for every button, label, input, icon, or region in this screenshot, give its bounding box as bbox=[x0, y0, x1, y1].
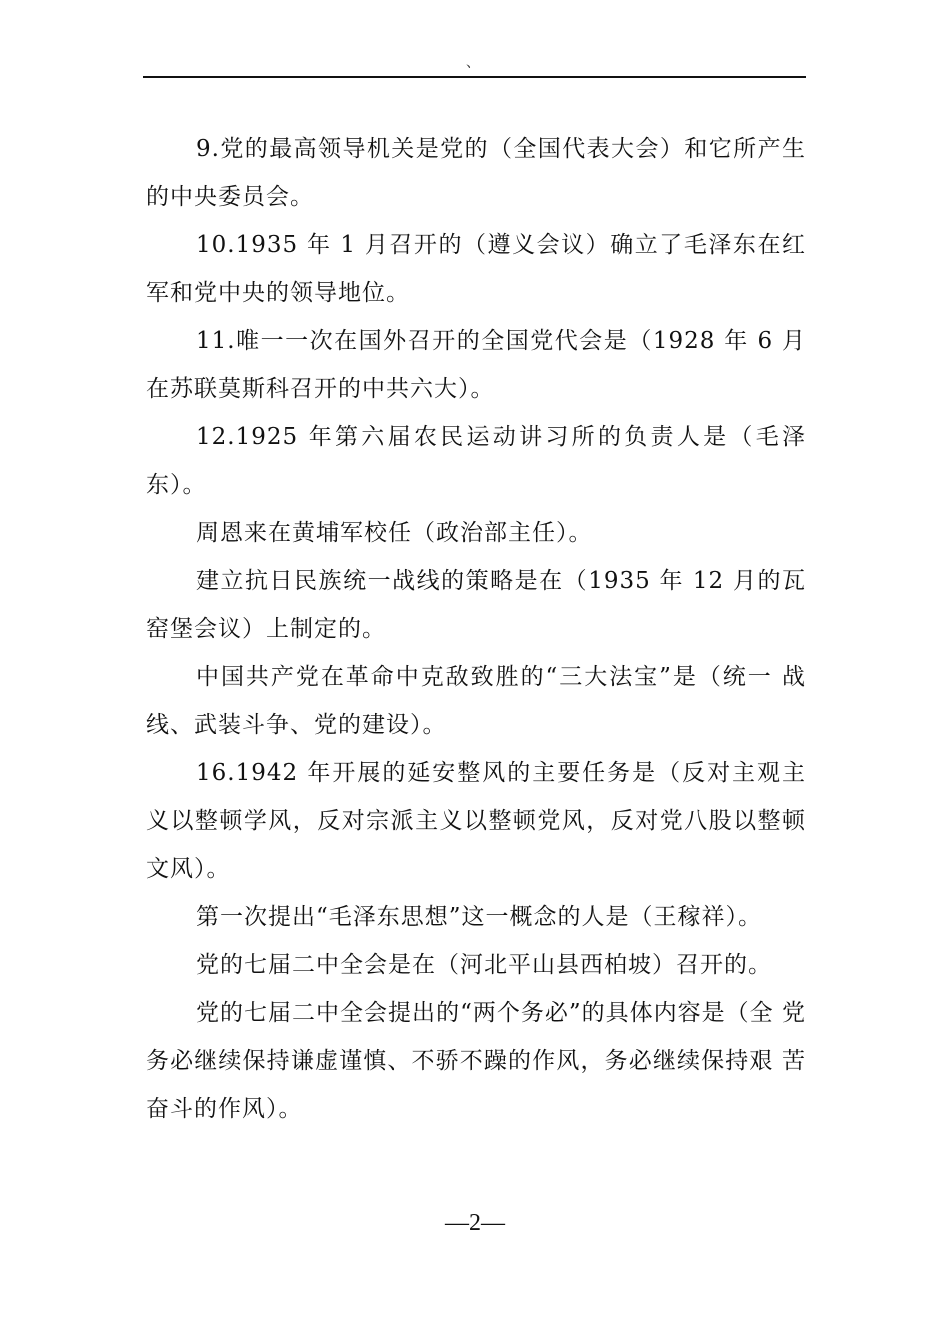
paragraph-item-9: 9.党的最高领导机关是党的（全国代表大会）和它所产生 的中央委员会。 bbox=[146, 136, 806, 210]
paragraph-item-12: 12.1925 年第六届农民运动讲习所的负责人是（毛泽东）。 bbox=[146, 424, 806, 498]
paragraph-united-front: 建立抗日民族统一战线的策略是在（1935 年 12 月的瓦窑堡会议）上制定的。 bbox=[146, 568, 806, 642]
paragraph-two-musts: 党的七届二中全会提出的“两个务必”的具体内容是（全 党务必继续保持谦虚谨慎、不骄不躁的作风，务必继续保持艰 苦奋斗的作风）。 bbox=[146, 1000, 806, 1122]
header-rule bbox=[143, 76, 806, 78]
header-mark: 、 bbox=[466, 55, 480, 71]
page-number: —2— bbox=[445, 1210, 505, 1236]
paragraph-item-11: 11.唯一一次在国外召开的全国党代会是（1928 年 6 月在苏联莫斯科召开的中共六大）。 bbox=[146, 328, 806, 402]
paragraph-three-treasures: 中国共产党在革命中克敌致胜的“三大法宝”是（统一 战线、武装斗争、党的建设）。 bbox=[146, 664, 806, 738]
paragraph-zhou-enlai: 周恩来在黄埔军校任（政治部主任）。 bbox=[196, 520, 593, 546]
paragraph-item-10: 10.1935 年 1 月召开的（遵义会议）确立了毛泽东在红军和党中央的领导地位。 bbox=[146, 232, 806, 306]
document-body bbox=[146, 125, 806, 1133]
paragraph-second-plenum-location: 党的七届二中全会是在（河北平山县西柏坡）召开的。 bbox=[196, 952, 772, 978]
paragraph-mao-thought: 第一次提出“毛泽东思想”这一概念的人是（王稼祥）。 bbox=[196, 904, 763, 930]
paragraph-item-16: 16.1942 年开展的延安整风的主要任务是（反对主观主义以整顿学风，反对宗派主义以整顿党风，反对党八股以整顿文风）。 bbox=[146, 760, 806, 882]
